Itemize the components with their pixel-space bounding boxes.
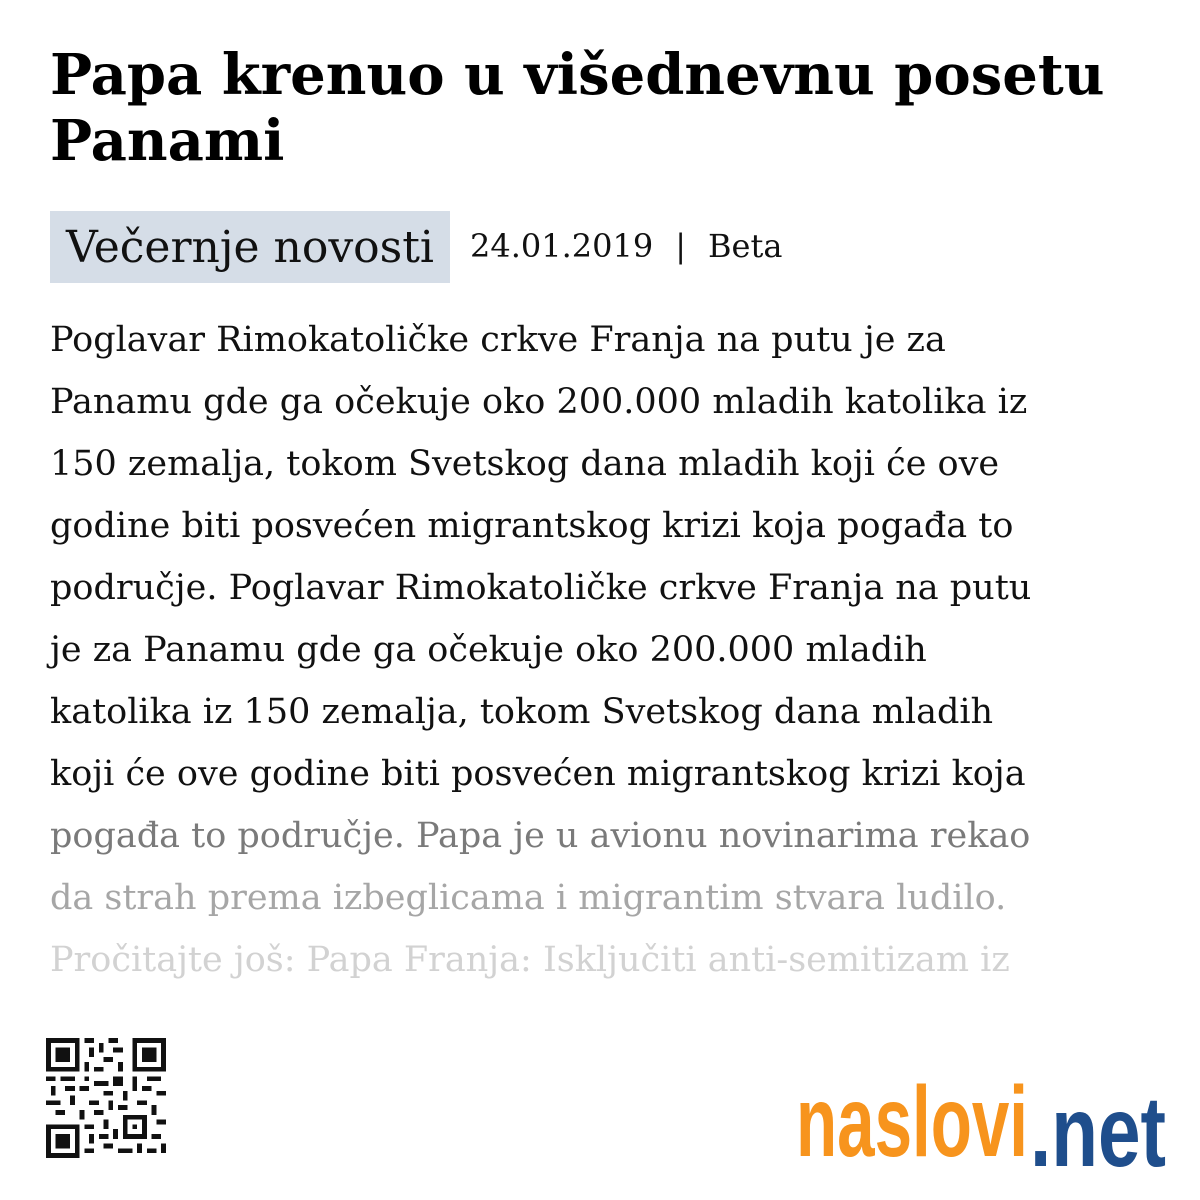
body-line: katolika iz 150 zemalja, tokom Svetskog dana mladih bbox=[50, 692, 994, 732]
body-line: područje. Poglavar Rimokatoličke crkve Franja na putu bbox=[50, 568, 1032, 608]
source-badge[interactable]: Večernje novosti bbox=[50, 211, 450, 283]
body-line: pogađa to područje. Papa je u avionu novinarima rekao bbox=[50, 816, 1031, 856]
body-line: godine biti posvećen migrantskog krizi koja pogađa to bbox=[50, 506, 1014, 546]
naslovi-net-logo[interactable] bbox=[796, 1066, 1168, 1168]
body-line: koji će ove godine biti posvećen migrantskog krizi koja bbox=[50, 754, 1026, 794]
article-meta bbox=[50, 211, 782, 283]
svg-text:.net: .net bbox=[1030, 1076, 1166, 1168]
article-body bbox=[50, 309, 1160, 991]
body-line: da strah prema izbeglicama i migrantim stvara ludilo. bbox=[50, 878, 1007, 918]
body-line-read-more[interactable]: Pročitajte još: Papa Franja: Isključiti anti-semitizam iz bbox=[50, 940, 1010, 980]
article-agency: Beta bbox=[708, 227, 783, 265]
article-date: 24.01.2019 bbox=[470, 227, 654, 265]
body-line: 150 zemalja, tokom Svetskog dana mladih koji će ove bbox=[50, 444, 1000, 484]
body-line: je za Panamu gde ga očekuje oko 200.000 mladih bbox=[50, 630, 927, 670]
qr-code-icon[interactable] bbox=[46, 1038, 166, 1158]
article-title: Papa krenuo u višednevnu posetu Panami bbox=[50, 42, 1105, 174]
meta-separator: | bbox=[675, 227, 687, 265]
svg-text:naslovi: naslovi bbox=[796, 1066, 1028, 1168]
body-line: Panamu gde ga očekuje oko 200.000 mladih katolika iz bbox=[50, 382, 1028, 422]
body-line: Poglavar Rimokatoličke crkve Franja na putu je za bbox=[50, 320, 946, 360]
meta-info bbox=[470, 227, 782, 265]
